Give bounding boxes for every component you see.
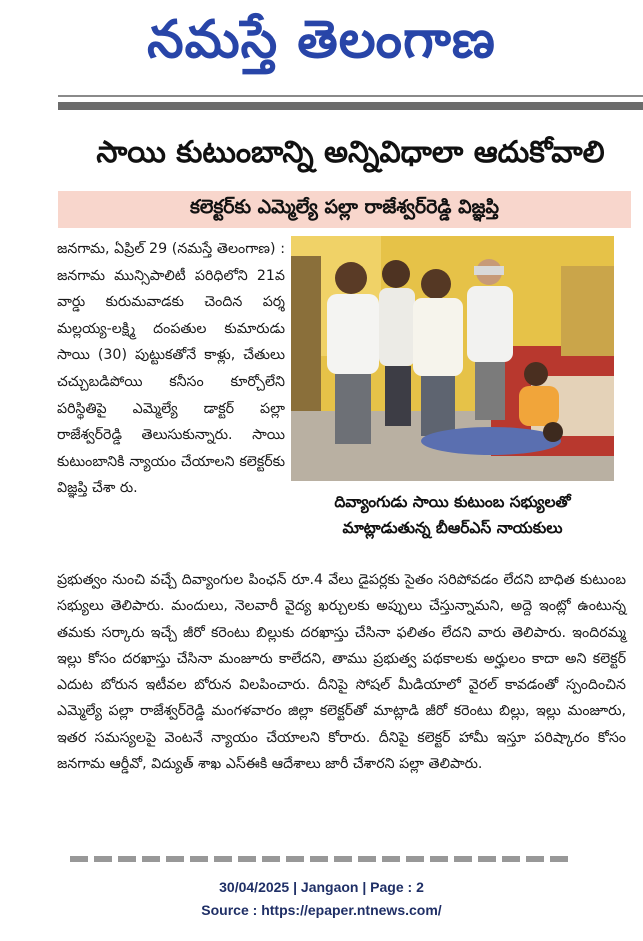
newspaper-masthead [0,0,643,92]
article-lead-column [57,236,285,502]
cut-off-text-line [70,853,570,865]
masthead-rule-thick [58,102,643,110]
photo-caption-line-2: మాట్లాడుతున్న బీఆర్ఎస్ నాయకులు [342,519,563,537]
masthead-rule-thin [58,95,643,97]
article-headline: సాయి కుటుంబాన్ని అన్నివిధాలా ఆదుకోవాలి [96,135,605,170]
masthead-title: నమస్తే తెలంగాణ [147,9,496,70]
article-subheadline: కలెక్టర్‌కు ఎమ్మెల్యే పల్లా రాజేశ్వర్‌రెడ్డి విజ్ఞప్తి [58,191,631,228]
photo-caption-line-1: దివ్యాంగుడు సాయి కుటుంబ సభ్యులతో [334,493,571,511]
article-body: ప్రభుత్వం నుంచి వచ్చే దివ్యాంగుల పింఛన్ రూ.4 వేలు డైపర్లకు సైతం సరిపోవడం లేదని బాధిత కుటుంబ సభ్యులు తెలిపారు. మందులు, నెలవారీ వైద్య ఖర్చులకు అప్పులు చేస్తున్నామని, అద్దె ఇంట్లో ఉంటున్న తమకు సర్కారు ఇచ్చే జీరో కరెంటు బిల్లుకు దరఖాస్తు చేసినా ఫలితం లేదని వారు తెలిపారు. ఇందిరమ్మ ఇల్లు కోసం దరఖాస్తు చేసినా మంజూరు కాలేదని, తాము ప్రభుత్వ పథకాలకు అర్హులం కాదా అని కలెక్టర్ ఎదుట బోరున ఇటీవల బోరున విలపించారు. దీనిపై సోషల్ మీడియాలో వైరల్ కావడంతో స్పందించిన ఎమ్మెల్యే పల్లా రాజేశ్వర్‌రెడ్డి మంగళవారం జిల్లా కలెక్టర్‌తో మాట్లాడి జీరో కరెంటు బిల్లు, ఇల్లు మంజూరు, ఇతర సమస్యలపై వెంటనే న్యాయం చేయాలని కోరారు. దీనిపై కలెక్టర్ హామీ ఇస్తూ పరిష్కారం కోసం జనగామ ఆర్డీవో, విద్యుత్ శాఖ ఎస్ఈకి ఆదేశాలు జారీ చేశారని పల్లా తెలిపారు. [57,572,626,773]
article-photo [291,236,614,481]
article-lead-text: జనగామ మున్సిపాలిటీ పరిధిలోని 21వ వార్డు కురుమవాడకు చెందిన పర్శ మల్లయ్య-లక్ష్మి దంపతుల కుమారుడు సాయి (30) పుట్టుకతోనే కాళ్లు, చేతులు చచ్చుబడిపోయి కనీసం కూర్చోలేని పరిస్థితిపై ఎమ్మెల్యే డాక్టర్ పల్లా రాజేశ్వర్‌రెడ్డి తెలుసుకున్నారు. సాయి కుటుంబానికి న్యాయం చేయాలని కలెక్టర్‌కు విజ్ఞప్తి చేశా రు. [57,267,285,497]
photo-illustration [291,236,614,481]
footer-source-line: Source : https://epaper.ntnews.com/ [201,902,442,918]
footer-date-line: 30/04/2025 | Jangaon | Page : 2 [219,879,424,895]
photo-caption [291,484,614,546]
article-dateline: జనగామ, ఏప్రిల్ 29 (నమస్తే తెలంగాణ) : [57,241,285,257]
